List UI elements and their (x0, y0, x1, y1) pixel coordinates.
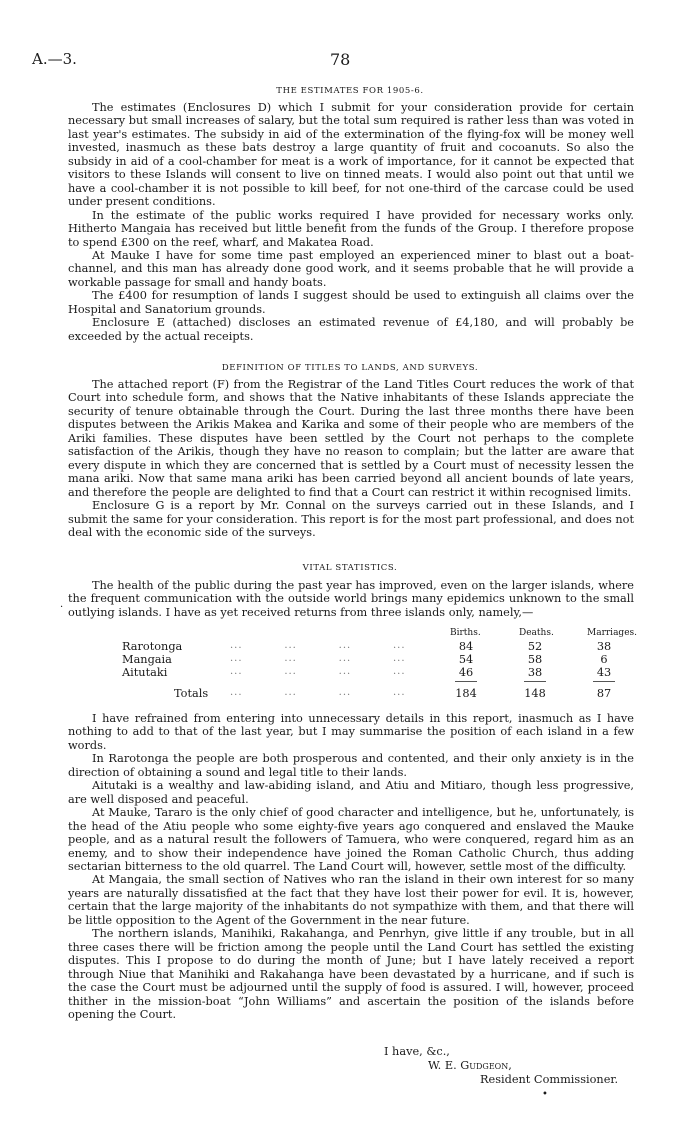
births-total: 184 (455, 687, 477, 700)
sum-rule (524, 681, 546, 682)
marriages-value: 38 (596, 640, 612, 653)
leader-dots: ... ... ... ... (230, 666, 406, 677)
section-title-titles: DEFINITION OF TITLES TO LANDS, AND SURVEYS. (221, 363, 479, 373)
section-body-titles (68, 378, 634, 539)
paragraph: The health of the public during the past year has improved, even on the larger islands, where the frequent communication with the outside world brings many epidemics unknown to the small outlying islands. I have as yet received returns from three islands only, namely,— (68, 579, 634, 619)
closing-body (68, 712, 634, 1021)
document-reference: A.—3. (32, 50, 77, 68)
section-title-vital: VITAL STATISTICS. (302, 563, 398, 573)
marriages-value: 6 (600, 653, 608, 666)
leader-dots: ... ... ... ... (230, 640, 406, 651)
section-body-estimates (68, 101, 634, 343)
sum-rule (593, 681, 615, 682)
leader-dots: ... ... ... ... (230, 687, 406, 698)
paragraph: At Mauke, Tararo is the only chief of good character and intelligence, but he, unfortunately, is the head of the Atiu people who some eighty-five years ago conquered and enslaved the Mauke people, and as a natural result the followers of Tamuera, who were conquered, regard him as an enemy, and to show their independence have joined the Roman Catholic Church, thus adding sectarian bitterness to the old quarrel. The Land Court will, however, settle most of the difficulty. (68, 806, 634, 873)
paragraph: The northern islands, Manihiki, Rakahanga, and Penrhyn, give little if any trouble, but in all three cases there will be friction among the people until the Land Court has settled the existing disputes. This I propose to do during the month of June; but I have lately received a report through Niue that Manihiki and Rakahanga have been devastated by a hurricane, and if such is the case the Court must be adjourned until the supply of food is assured. I will, however, proceed thither in the mission-boat “John Williams” and ascertain the position of the islands before opening the Court. (68, 927, 634, 1021)
paragraph: Enclosure G is a report by Mr. Connal on the surveys carried out in these Islands, and I submit the same for your consideration. This report is for the most part professional, and does not deal with the economic side of the surveys. (68, 499, 634, 539)
paragraph: At Mangaia, the small section of Natives who ran the island in their own interest for so many years are naturally dissatisfied at the fact that they have lost their power for evil. It is, however, certain that the large majority of the inhabitants do not sympathize with them, and that there will be little opposition to the Agent of the Government in the near future. (68, 873, 634, 927)
page-mark: • (542, 1089, 548, 1100)
paragraph: At Mauke I have for some time past employed an experienced miner to blast out a boat-channel, and this man has already done good work, and it seems probable that he will provide a workable passage for small and handy boats. (68, 248, 634, 289)
margin-mark: · (60, 602, 64, 613)
paragraph: The estimates (Enclosures D) which I submit for your consideration provide for certain necessary but small increases of salary, but the total sum required is rather less than was voted in last year's estimates. The subsidy in aid of the extermination of the flying-fox will be money well invested, inasmuch as these bats destroy a large quantity of fruit and cocoanuts. So also the subsidy in aid of a cool-chamber for meat is a work of importance, for it cannot be expected that visitors to these Islands will consent to live on tinned meats. I would also point out that until we have a cool-chamber it is not possible to kill beef, for not one-third of the carcase could be used under present conditions. (68, 101, 634, 209)
marriages-total: 87 (596, 687, 612, 700)
leader-dots: ... ... ... ... (230, 653, 406, 664)
section-title-estimates: THE ESTIMATES FOR 1905-6. (276, 86, 424, 96)
island-name: Mangaia (122, 653, 172, 666)
signature-valediction: I have, &c., (384, 1045, 450, 1058)
signature-name: W. E. Gudgeon, (428, 1059, 512, 1072)
page-number: 78 (330, 50, 351, 69)
signature-role: Resident Commissioner. (480, 1073, 619, 1086)
births-value: 54 (458, 653, 474, 666)
vital-intro (68, 579, 634, 619)
deaths-value: 58 (527, 653, 543, 666)
marriages-value: 43 (596, 666, 612, 679)
deaths-value: 38 (527, 666, 543, 679)
paragraph: I have refrained from entering into unnecessary details in this report, inasmuch as I have nothing to add to that of the last year, but I may summarise the position of each island in a few words. (68, 712, 634, 752)
paragraph: In the estimate of the public works required I have provided for necessary works only. Hitherto Mangaia has received but little benefit from the funds of the Group. I therefore propose to spend £300 on the reef, wharf, and Makatea Road. (68, 208, 634, 249)
paragraph: The £400 for resumption of lands I suggest should be used to extinguish all claims over the Hospital and Sanatorium grounds. (68, 289, 634, 316)
column-header-deaths: Deaths. (519, 628, 554, 638)
paragraph: Enclosure E (attached) discloses an estimated revenue of £4,180, and will probably be exceeded by the actual receipts. (68, 316, 634, 343)
paragraph: In Rarotonga the people are both prosperous and contented, and their only anxiety is in the direction of obtaining a sound and legal title to their lands. (68, 752, 634, 779)
island-name: Rarotonga (122, 640, 183, 653)
paragraph: The attached report (F) from the Registrar of the Land Titles Court reduces the work of that Court into schedule form, and shows that the Native inhabitants of these Islands appreciate the security of tenure obtainable through the Court. During the last three months there have been disputes between the Arikis Makea and Karika and some of their people who are members of the Ariki families. These disputes have been settled by the Court not perhaps to the complete satisfaction of the Arikis, though they have no reason to complain; but the latter are aware that every dispute in which they are concerned that is settled by a Court must of necessity lessen the mana ariki. Now that same mana ariki has been carried beyond all ancient bounds of late years, and therefore the people are delighted to find that a Court can restrict it within recognised limits. (68, 378, 634, 499)
island-name: Aitutaki (122, 666, 168, 679)
column-header-marriages: Marriages. (587, 628, 637, 638)
sum-rule (455, 681, 477, 682)
totals-label: Totals (174, 687, 209, 700)
births-value: 46 (458, 666, 474, 679)
births-value: 84 (458, 640, 474, 653)
deaths-total: 148 (524, 687, 546, 700)
column-header-births: Births. (450, 628, 481, 638)
deaths-value: 52 (527, 640, 543, 653)
paragraph: Aitutaki is a wealthy and law-abiding island, and Atiu and Mitiaro, though less progressive, are well disposed and peaceful. (68, 779, 634, 806)
